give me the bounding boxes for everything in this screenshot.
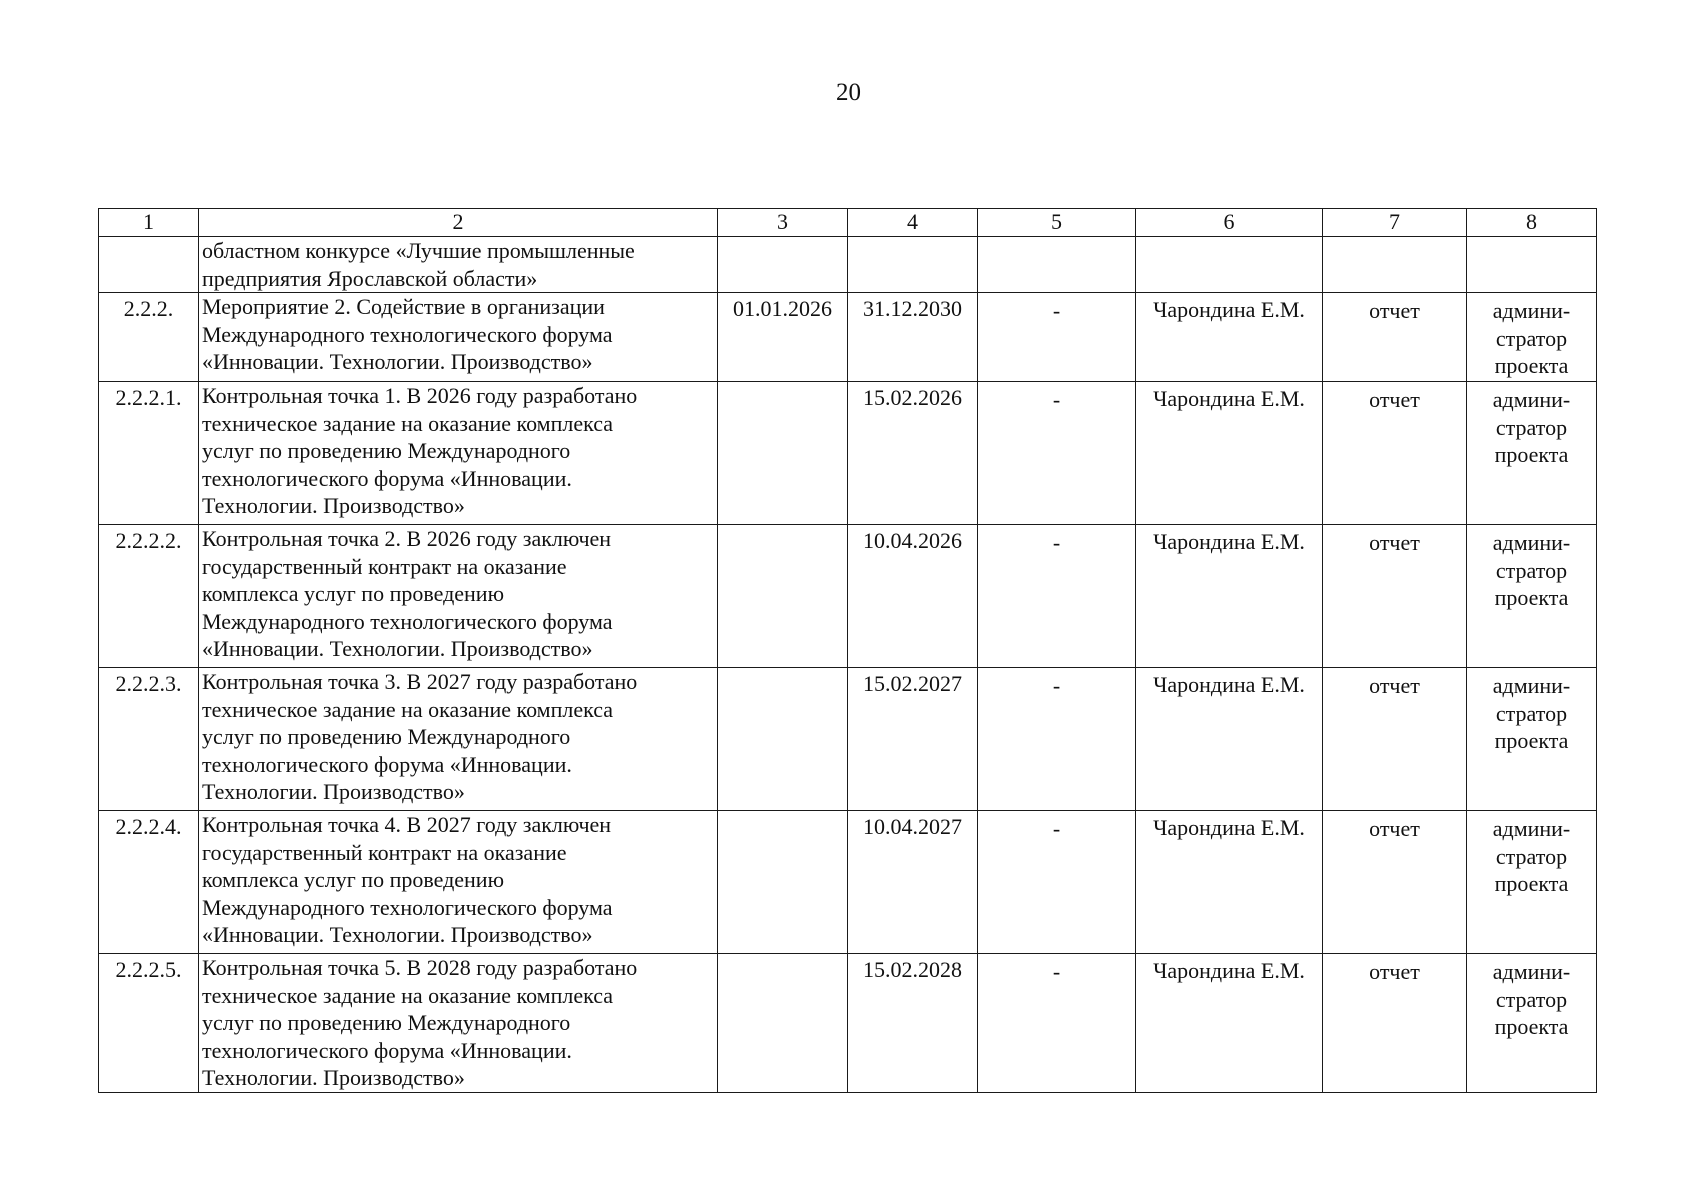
table-header-row <box>99 209 1597 237</box>
role-line: проекта <box>1494 585 1569 610</box>
name-line: «Инновации. Технологии. Производство» <box>202 922 593 947</box>
name-line: государственный контракт на оказание <box>202 553 567 579</box>
role-line: проекта <box>1494 353 1569 378</box>
role-cell <box>1467 237 1597 293</box>
name-line: «Инновации. Технологии. Производство» <box>202 349 593 374</box>
name-line: технологического форума «Инновации. <box>202 465 572 491</box>
start-date-cell <box>718 954 848 1093</box>
role-line: стратор <box>1495 843 1568 869</box>
responsible-cell: Чарондина Е.М. <box>1136 382 1323 525</box>
document-cell: отчет <box>1323 811 1467 954</box>
role-line: админи- <box>1492 673 1571 698</box>
col5-cell: - <box>978 293 1136 382</box>
activity-name-cell <box>199 293 718 382</box>
role-line: админи- <box>1492 530 1571 555</box>
end-date-cell <box>848 237 978 293</box>
role-line: проекта <box>1494 728 1569 753</box>
document-cell: отчет <box>1323 525 1467 668</box>
role-cell <box>1467 382 1597 525</box>
table-row <box>99 382 1597 525</box>
start-date-cell <box>718 237 848 293</box>
column-header: 7 <box>1323 209 1467 237</box>
end-date-cell: 10.04.2027 <box>848 811 978 954</box>
name-line: техническое задание на оказание комплекса <box>202 410 614 436</box>
activity-name-cell <box>199 954 718 1093</box>
start-date-cell <box>718 668 848 811</box>
role-line: админи- <box>1492 387 1571 412</box>
name-line: технологического форума «Инновации. <box>202 1037 572 1063</box>
end-date-cell: 15.02.2026 <box>848 382 978 525</box>
document-cell: отчет <box>1323 668 1467 811</box>
column-header: 4 <box>848 209 978 237</box>
name-line: комплекса услуг по проведению <box>202 867 505 892</box>
plan-table <box>98 208 1597 1093</box>
column-header: 3 <box>718 209 848 237</box>
col5-cell: - <box>978 525 1136 668</box>
name-line: Международного технологического форума <box>202 608 613 634</box>
document-cell: отчет <box>1323 293 1467 382</box>
column-header: 6 <box>1136 209 1323 237</box>
column-header: 2 <box>199 209 718 237</box>
name-line: областном конкурсе «Лучшие промышленные <box>202 238 635 263</box>
responsible-cell <box>1136 237 1323 293</box>
role-cell <box>1467 525 1597 668</box>
role-line: админи- <box>1492 816 1571 841</box>
name-line: Контрольная точка 5. В 2028 году разработано <box>202 955 638 980</box>
col5-cell: - <box>978 382 1136 525</box>
name-line: государственный контракт на оказание <box>202 839 567 865</box>
responsible-cell: Чарондина Е.М. <box>1136 293 1323 382</box>
name-line: Технологии. Производство» <box>202 779 465 804</box>
name-line: технологического форума «Инновации. <box>202 751 572 777</box>
role-line: админи- <box>1492 298 1571 323</box>
table-row <box>99 954 1597 1093</box>
row-number-cell: 2.2.2.2. <box>99 525 199 668</box>
role-line: стратор <box>1495 414 1568 440</box>
role-cell <box>1467 811 1597 954</box>
table-row <box>99 811 1597 954</box>
role-line: проекта <box>1494 1014 1569 1039</box>
name-line: Технологии. Производство» <box>202 1065 465 1090</box>
row-number-cell: 2.2.2.5. <box>99 954 199 1093</box>
activity-name-cell <box>199 668 718 811</box>
end-date-cell: 31.12.2030 <box>848 293 978 382</box>
column-header: 1 <box>99 209 199 237</box>
name-line: Мероприятие 2. Содействие в организации <box>202 294 605 319</box>
table-row <box>99 668 1597 811</box>
responsible-cell: Чарондина Е.М. <box>1136 811 1323 954</box>
responsible-cell: Чарондина Е.М. <box>1136 954 1323 1093</box>
col5-cell <box>978 237 1136 293</box>
role-line: проекта <box>1494 871 1569 896</box>
continuation-row <box>99 237 1597 293</box>
role-line: админи- <box>1492 959 1571 984</box>
table-row <box>99 525 1597 668</box>
activity-name-cell <box>199 382 718 525</box>
col5-cell: - <box>978 811 1136 954</box>
page-number: 20 <box>836 79 861 106</box>
activity-name-cell <box>199 811 718 954</box>
name-line: Международного технологического форума <box>202 894 613 920</box>
document-cell: отчет <box>1323 954 1467 1093</box>
role-line: стратор <box>1495 700 1568 726</box>
column-header: 5 <box>978 209 1136 237</box>
role-line: стратор <box>1495 325 1568 351</box>
role-cell <box>1467 954 1597 1093</box>
column-header: 8 <box>1467 209 1597 237</box>
name-line: Контрольная точка 4. В 2027 году заключен <box>202 812 612 837</box>
document-cell: отчет <box>1323 382 1467 525</box>
name-line: Контрольная точка 2. В 2026 году заключен <box>202 526 612 551</box>
start-date-cell <box>718 811 848 954</box>
document-cell <box>1323 237 1467 293</box>
table-row <box>99 293 1597 382</box>
row-number-cell: 2.2.2.1. <box>99 382 199 525</box>
name-line: техническое задание на оказание комплекса <box>202 696 614 722</box>
name-line: Контрольная точка 3. В 2027 году разработано <box>202 669 638 694</box>
role-cell <box>1467 293 1597 382</box>
name-line: Технологии. Производство» <box>202 493 465 518</box>
start-date-cell <box>718 525 848 668</box>
start-date-cell: 01.01.2026 <box>718 293 848 382</box>
role-line: проекта <box>1494 442 1569 467</box>
name-line: техническое задание на оказание комплекса <box>202 982 614 1008</box>
responsible-cell: Чарондина Е.М. <box>1136 668 1323 811</box>
role-line: стратор <box>1495 557 1568 583</box>
name-line: услуг по проведению Международного <box>202 438 571 463</box>
table-body <box>99 209 1597 1093</box>
name-line: Международного технологического форума <box>202 321 613 347</box>
name-line: Контрольная точка 1. В 2026 году разработано <box>202 383 638 408</box>
row-number-cell: 2.2.2.4. <box>99 811 199 954</box>
name-line: услуг по проведению Международного <box>202 724 571 749</box>
activity-name-cell <box>199 525 718 668</box>
role-line: стратор <box>1495 986 1568 1012</box>
activity-name-cell <box>199 237 718 293</box>
start-date-cell <box>718 382 848 525</box>
responsible-cell: Чарондина Е.М. <box>1136 525 1323 668</box>
name-line: комплекса услуг по проведению <box>202 581 505 606</box>
name-line: «Инновации. Технологии. Производство» <box>202 636 593 661</box>
col5-cell: - <box>978 668 1136 811</box>
end-date-cell: 15.02.2028 <box>848 954 978 1093</box>
col5-cell: - <box>978 954 1136 1093</box>
row-number-cell: 2.2.2. <box>99 293 199 382</box>
end-date-cell: 10.04.2026 <box>848 525 978 668</box>
end-date-cell: 15.02.2027 <box>848 668 978 811</box>
row-number-cell <box>99 237 199 293</box>
name-line: услуг по проведению Международного <box>202 1010 571 1035</box>
row-number-cell: 2.2.2.3. <box>99 668 199 811</box>
role-cell <box>1467 668 1597 811</box>
name-line: предприятия Ярославской области» <box>202 265 538 291</box>
